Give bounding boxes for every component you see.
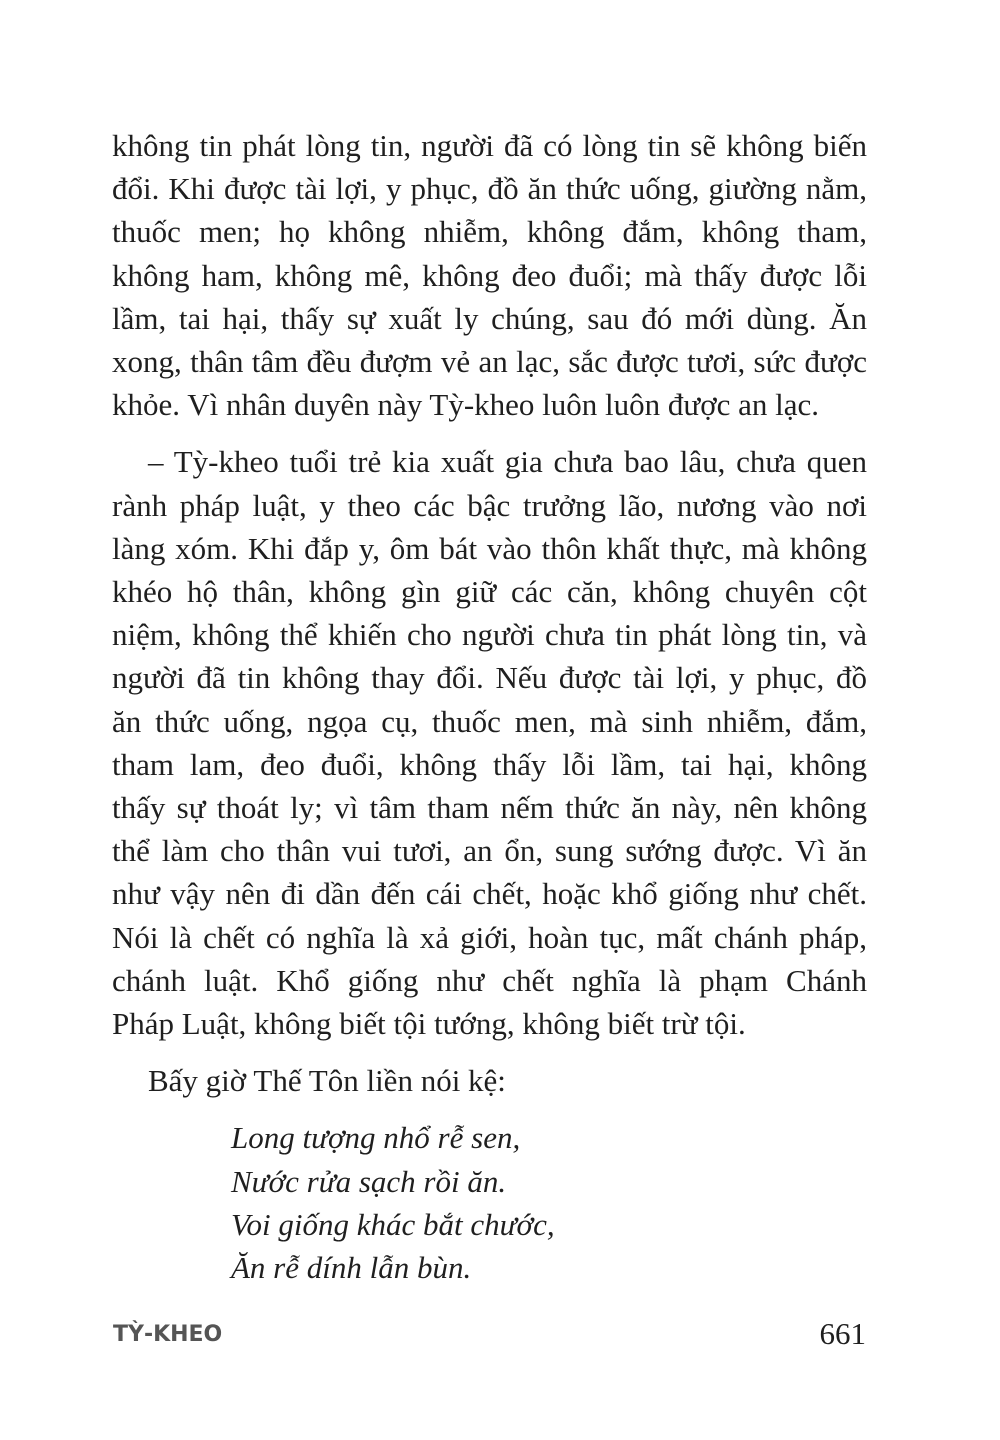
verse-line: Long tượng nhổ rễ sen, — [231, 1120, 521, 1156]
text-line: niệm, không thể khiến cho người chưa tin phát lòng tin, và — [112, 617, 867, 653]
text-line: ăn thức uống, ngọa cụ, thuốc men, mà sinh nhiễm, đắm, — [112, 703, 867, 739]
text-line: chánh luật. Khổ giống như chết nghĩa là phạm Chánh — [112, 962, 867, 998]
running-title: TỲ-KHEO — [113, 1322, 223, 1347]
text-line: thấy sự thoát ly; vì tâm tham nếm thức ăn này, nên không — [112, 790, 867, 826]
text-line: tham lam, đeo đuổi, không thấy lỗi lầm, tai hại, không — [112, 746, 867, 782]
paragraph-3 — [112, 1059, 867, 1102]
verse-line: Nước rửa sạch rồi ăn. — [231, 1163, 507, 1199]
verse-line: Voi giống khác bắt chước, — [231, 1206, 555, 1242]
paragraph-2 — [112, 440, 867, 1045]
paragraph-gap — [112, 426, 867, 440]
text-line: lầm, tai hại, thấy sự xuất ly chúng, sau đó mới dùng. Ăn — [112, 300, 867, 336]
verse-block — [231, 1116, 867, 1289]
text-line: không ham, không mê, không đeo đuổi; mà thấy được lỗi — [112, 257, 867, 293]
text-line: Nói là chết có nghĩa là xả giới, hoàn tục, mất chánh pháp, — [112, 919, 867, 955]
paragraph-1 — [112, 124, 867, 426]
text-line: khỏe. Vì nhân duyên này Tỳ-kheo luôn luôn được an lạc. — [112, 387, 820, 423]
paragraph-gap — [112, 1045, 867, 1059]
text-line: không tin phát lòng tin, người đã có lòng tin sẽ không biến — [112, 128, 867, 163]
text-line: – Tỳ-kheo tuổi trẻ kia xuất gia chưa bao lâu, chưa quen — [148, 444, 867, 480]
text-line: Bấy giờ Thế Tôn liền nói kệ: — [148, 1063, 506, 1099]
verse-line: Ăn rễ dính lẫn bùn. — [231, 1250, 472, 1286]
text-line: rành pháp luật, y theo các bậc trưởng lão, nương vào nơi — [112, 487, 867, 523]
text-line: như vậy nên đi dần đến cái chết, hoặc khổ giống như chết. — [112, 876, 867, 912]
paragraph-gap — [112, 1102, 867, 1116]
text-line: làng xóm. Khi đắp y, ôm bát vào thôn khất thực, mà không — [112, 530, 867, 566]
text-line: khéo hộ thân, không gìn giữ các căn, không chuyên cột — [112, 574, 867, 610]
text-line: xong, thân tâm đều đượm vẻ an lạc, sắc được tươi, sức được — [112, 344, 867, 380]
text-line: đổi. Khi được tài lợi, y phục, đồ ăn thức uống, giường nằm, — [112, 171, 867, 207]
page-body — [112, 124, 867, 1289]
text-line: người đã tin không thay đổi. Nếu được tài lợi, y phục, đồ — [112, 660, 867, 696]
text-line: Pháp Luật, không biết tội tướng, không biết trừ tội. — [112, 1006, 746, 1042]
text-line: thể làm cho thân vui tươi, an ổn, sung sướng được. Vì ăn — [112, 833, 867, 869]
text-line: thuốc men; họ không nhiễm, không đắm, không tham, — [112, 214, 867, 250]
page-number: 661 — [819, 1316, 866, 1351]
